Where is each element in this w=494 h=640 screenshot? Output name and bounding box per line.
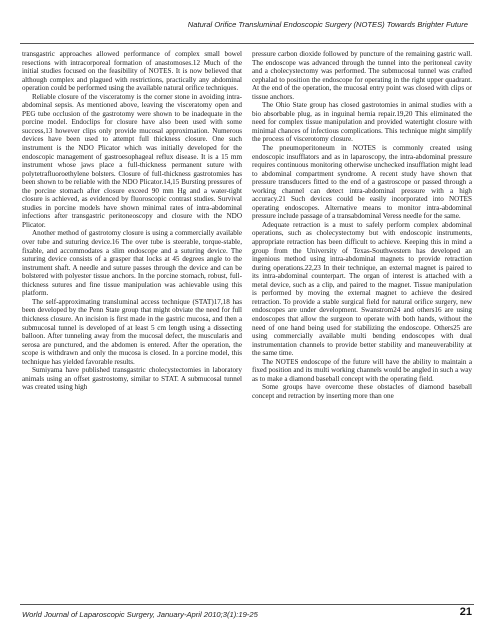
- left-paragraph-5: Sumiyama have published transgastric cholecystectomies in laboratory animals using an offset gastrostomy, similar to STAT. A submucosal tunnel was created using high: [22, 366, 242, 392]
- right-column: [252, 50, 472, 400]
- right-paragraph-4: Adequate retraction is a must to safely perform complex abdominal operations, such as cholecystectomy but with endoscopic instruments, appropriate retraction has been difficult to achieve. Keeping this in mind a group from the University of Texas-Southwestern has developed an ingenious method using intra-abdominal magnets to provide retraction during operations.22,23 In their technique, an external magnet is paired to its intra-abdominal counterpart. The organ of interest is attached with a metal device, such as a clip, and paired to the magnet. Tissue manipulation is performed by moving the external magnet to achieve the desired retraction. To provide a stable surgical field for natural orifice surgery, new endoscopes are under development. Swanstrom24 and others16 are using endoscopes that allow the surgeon to operate with both hands, without the need of one hand being used for stabilizing the endoscope. Others25 are using commercially available multi bending endoscopes with dual instrumentation channels to provide better stability and maneuverability at the same time.: [252, 220, 472, 358]
- right-paragraph-3: The pneumoperitoneum in NOTES is commonly created using endoscopic insufflators and as in laparoscopy, the intra-abdominal pressure requires continuous monitoring otherwise unchecked insufflation might lead to abdominal compartment syndrome. A recent study have shown that pressure transducers fitted to the end of a gastroscope or passed through a working channel can detect intra-abdominal pressure with a high accuracy.21 Such devices could be easily incorporated into NOTES operating endoscopes. Alternative means to monitor intra-abdominal pressure include passage of a transabdominal Veress needle for the same.: [252, 144, 472, 221]
- left-paragraph-3: Another method of gastrotomy closure is using a commercially available over tube and suturing device.16 The over tube is steerable, torque-stable, fixable, and accommodates a slim endoscope and a suturing device. The suturing device consists of a grasper that locks at 45 degrees angle to the instrument shaft. A needle and suture passes through the device and can be bolstered with polyester tissue anchors. In the porcine stomach, robust, full-thickness sutures and fine tissue manipulation was achievable using this platform.: [22, 229, 242, 298]
- header-divider: [20, 43, 474, 44]
- page-number: 21: [459, 606, 472, 618]
- left-paragraph-4: The self-approximating transluminal access technique (STAT)17,18 has been developed by the Penn State group that might obviate the need for full thickness closure. An incision is first made in the gastric mucosa, and then a submucosal tunnel is developed of at least 5 cm length using a dissecting balloon. After tunneling away from the mucosal defect, the muscularis and serosa are punctured, and the abdomen is entered. After the operation, the scope is withdrawn and only the mucosa is closed. In a porcine model, this technique has yielded favorable results.: [22, 297, 242, 366]
- right-paragraph-2: The Ohio State group has closed gastrotomies in animal studies with a bio absorbable plug, as in inguinal hernia repair.19,20 This eliminated the need for complex tissue manipulation and provided watertight closure with minimal chances of infectious complications. This technique might simplify the process of viscerotomy closure.: [252, 101, 472, 144]
- left-paragraph-1: transgastric approaches allowed performance of complex small bowel resections with intracorporeal formation of anastomoses.12 Much of the initial studies focused on the feasibility of NOTES. It is now believed that although complex and plagued with restrictions, practically any abdominal operation could be performed using the available natural orifice techniques.: [22, 50, 242, 93]
- journal-citation: World Journal of Laparoscopic Surgery, January-April 2010;3(1):19-25: [22, 610, 258, 619]
- right-paragraph-6: Some groups have overcome these obstacles of diamond baseball concept and retraction by inserting more than one: [252, 383, 472, 400]
- left-column: [22, 50, 242, 392]
- right-paragraph-1: pressure carbon dioxide followed by puncture of the remaining gastric wall. The endoscope was advanced through the tunnel into the peritoneal cavity and a cholecystectomy was performed. The submucosal tunnel was crafted cephalad to position the endoscope for operating in the right upper quadrant. At the end of the operation, the mucosal entry point was closed with clips or tissue anchors.: [252, 50, 472, 101]
- running-head: Natural Orifice Transluminal Endoscopic Surgery (NOTES) Towards Brighter Future: [187, 20, 468, 29]
- left-paragraph-2: Reliable closure of the visceratomy is the corner stone in avoiding intra-abdominal sepsis. As mentioned above, leaving the visceratomy open and PEG tube occlusion of the gastrotomy were shown to be inadequate in the porcine model. Endoclips for closure have also been used with some success,13 however clips only provide mucosal approximation. Numerous devices have been used to attempt full thickness closure. One such instrument is the NDO Plicator which was initially developed for the endoscopic management of gastroesophageal reflux disease. It is a 15 mm instrument whose jaws place a full-thickness permanent suture with polytetrafluoroethylene bolsters. Closure of full-thickness gastrotomies has been shown to be reliable with the NDO Plicator.14,15 Bursting pressures of the porcine stomach after closure exceed 90 mm Hg and a water-tight closure is achieved, as evidenced by fluoroscopic contrast studies. Survival studies in porcine models have shown minimal rates of intra-abdominal infections after transgastric peritoneoscopy and closure with the NDO Plicator.: [22, 92, 242, 229]
- footer-divider: [20, 604, 474, 605]
- right-paragraph-5: The NOTES endoscope of the future will have the ability to maintain a fixed position and its multi working channels would be angled in such a way as to make a diamond baseball concept with the operating field.: [252, 357, 472, 383]
